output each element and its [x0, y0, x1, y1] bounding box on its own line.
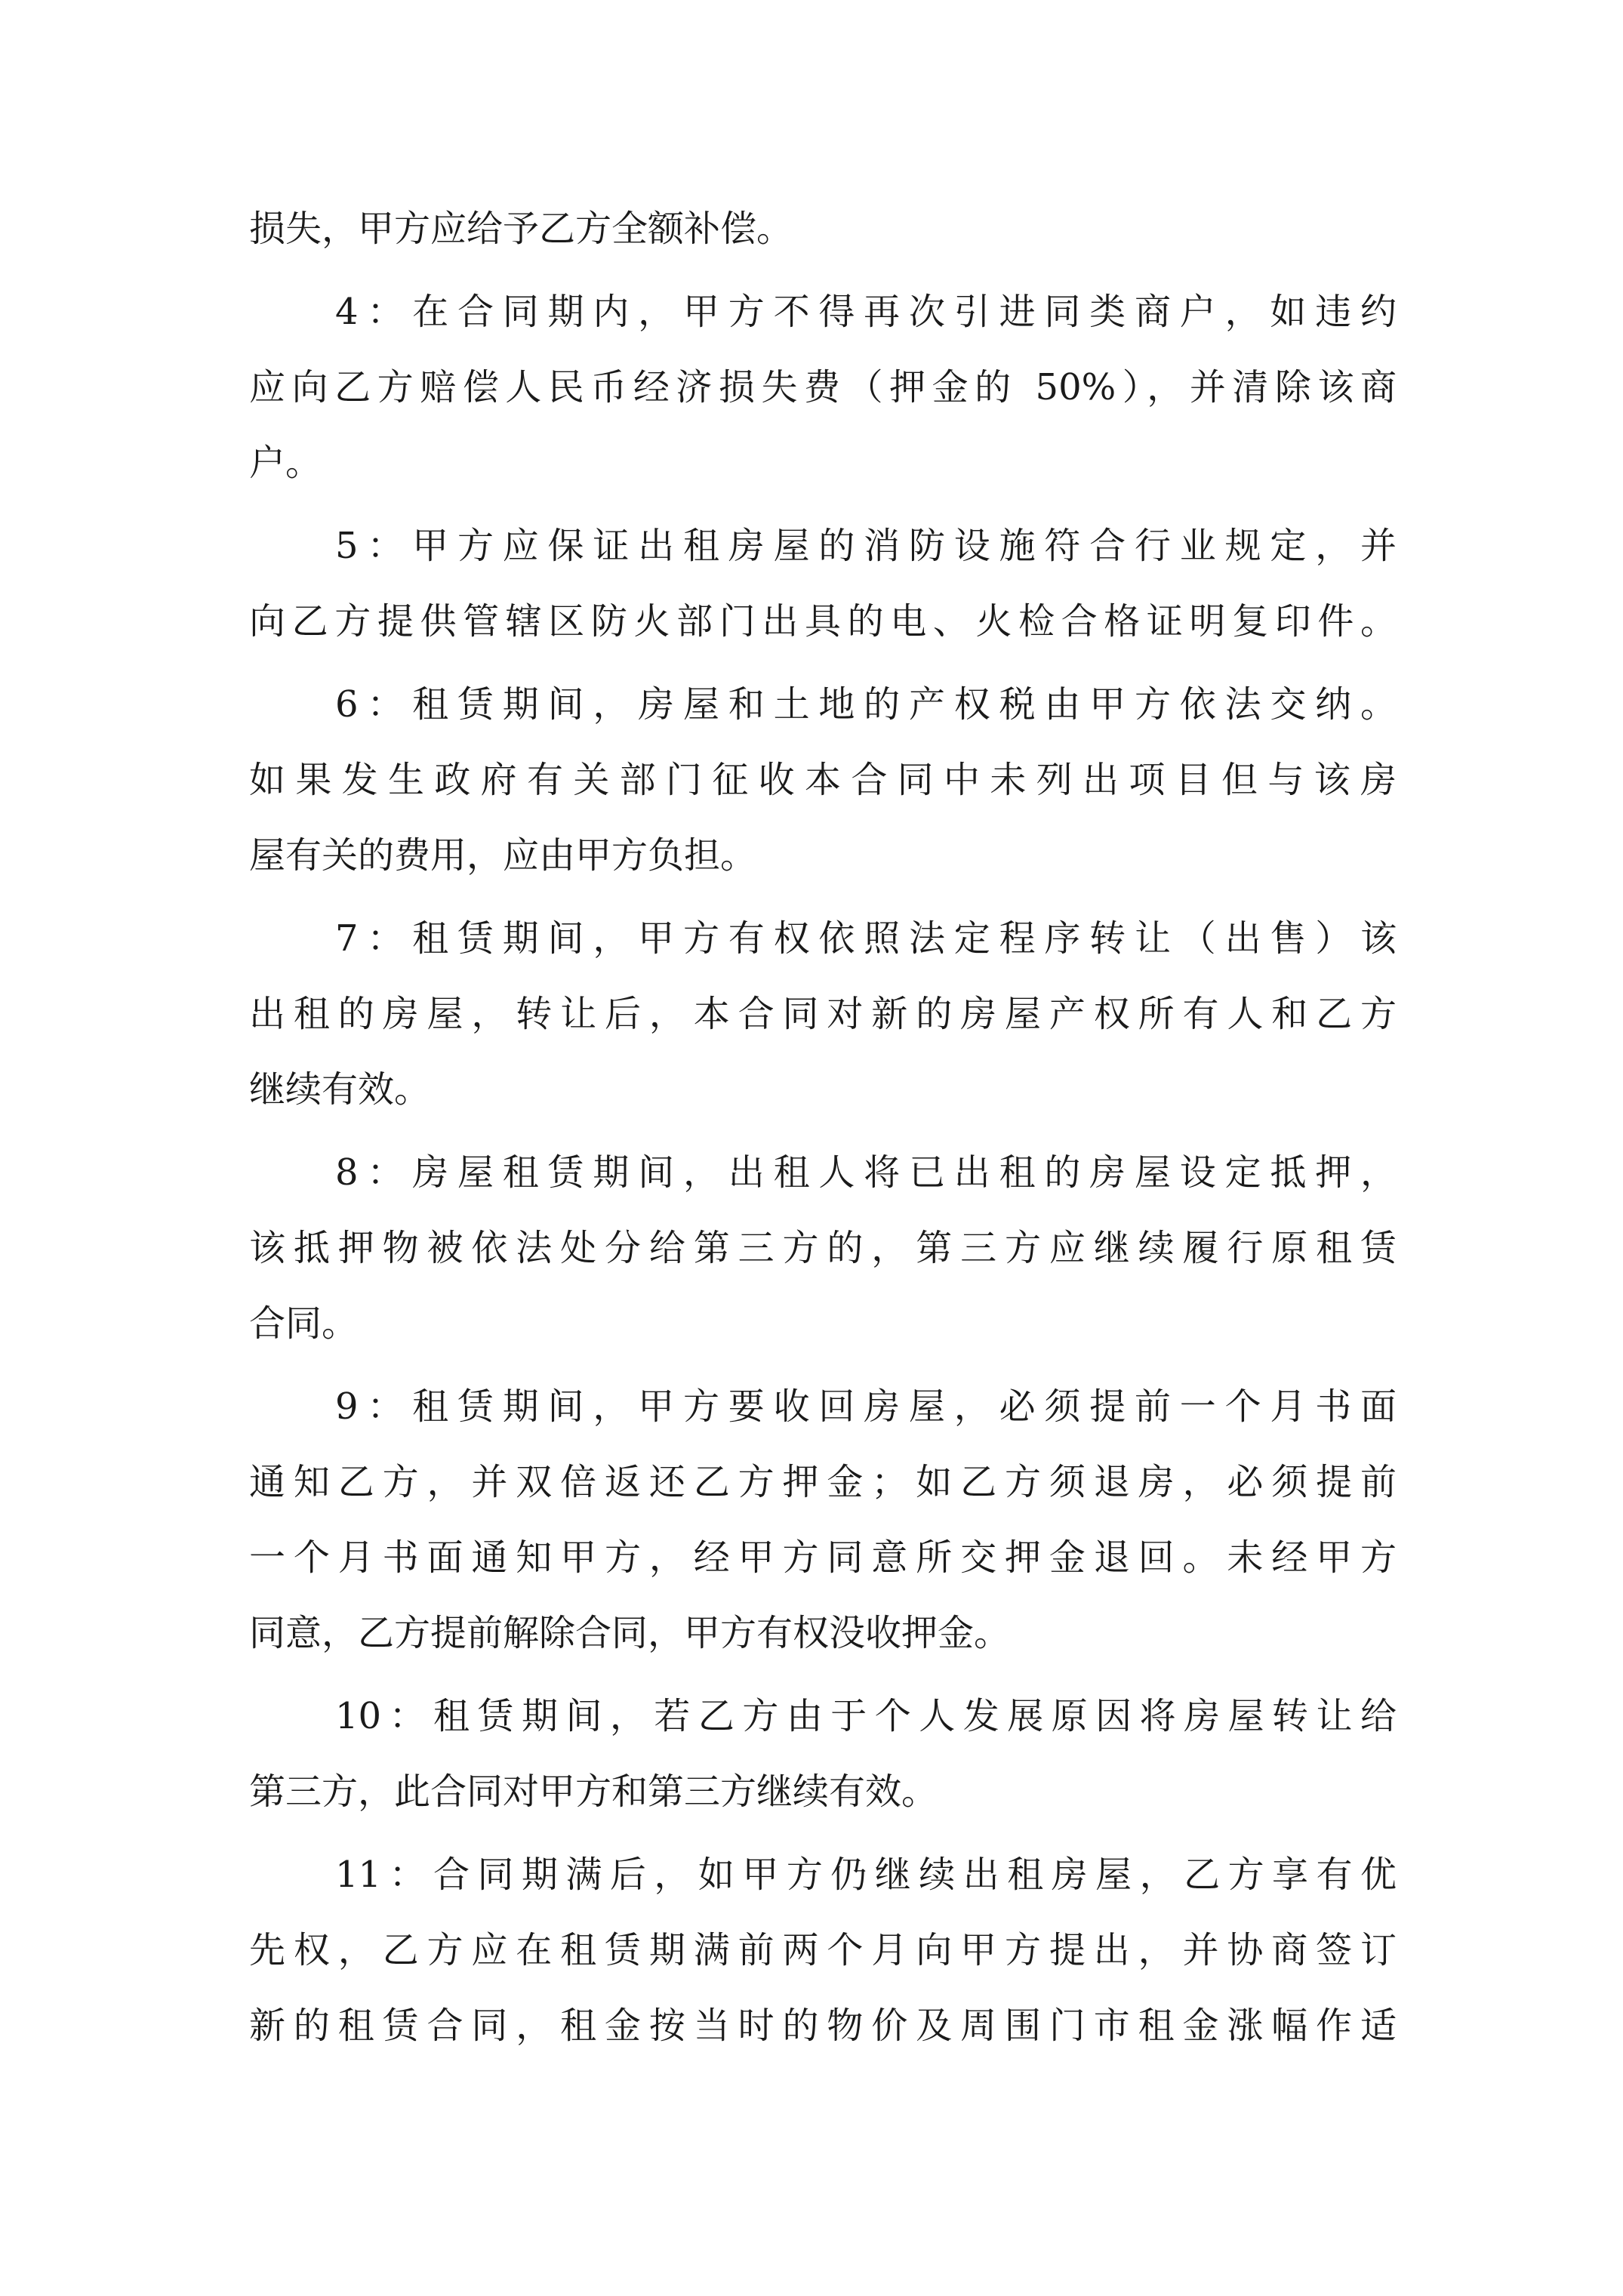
text-line: 新的租赁合同，租金按当时的物价及周围门市租金涨幅作适: [249, 2005, 1397, 2047]
text-line: 向乙方提供管辖区防火部门出具的电、火检合格证明复印件。: [249, 600, 1397, 643]
text-line: 同意，乙方提前解除合同，甲方有权没收押金。: [249, 1612, 1011, 1654]
text-line: 损失，甲方应给予乙方全额补偿。: [249, 208, 793, 250]
text-line: 户。: [249, 442, 322, 484]
text-line: 9：租赁期间，甲方要收回房屋，必须提前一个月书面: [335, 1385, 1397, 1428]
text-line: 应向乙方赔偿人民币经济损失费（押金的 50%），并清除该商: [249, 366, 1397, 408]
text-line: 11：合同期满后，如甲方仍继续出租房屋，乙方享有优: [335, 1854, 1397, 1896]
text-line: 7：租赁期间，甲方有权依照法定程序转让（出售）该: [335, 917, 1397, 960]
text-line: 6：租赁期间，房屋和土地的产权税由甲方依法交纳。: [335, 683, 1397, 726]
text-line: 一个月书面通知甲方，经甲方同意所交押金退回。未经甲方: [249, 1536, 1397, 1579]
text-line: 合同。: [249, 1302, 359, 1345]
text-line: 屋有关的费用，应由甲方负担。: [249, 834, 757, 877]
text-line: 先权，乙方应在租赁期满前两个月向甲方提出，并协商签订: [249, 1929, 1397, 1971]
text-line: 5：甲方应保证出租房屋的消防设施符合行业规定，并: [335, 525, 1397, 567]
text-line: 通知乙方，并双倍返还乙方押金；如乙方须退房，必须提前: [249, 1461, 1397, 1503]
text-line: 该抵押物被依法处分给第三方的，第三方应继续履行原租赁: [249, 1227, 1397, 1269]
text-line: 4：在合同期内，甲方不得再次引进同类商户，如违约: [335, 291, 1397, 333]
text-line: 第三方，此合同对甲方和第三方继续有效。: [249, 1771, 938, 1813]
text-line: 出租的房屋，转让后，本合同对新的房屋产权所有人和乙方: [249, 993, 1397, 1035]
text-line: 继续有效。: [249, 1068, 431, 1111]
text-line: 8：房屋租赁期间，出租人将已出租的房屋设定抵押，: [335, 1151, 1397, 1194]
text-line: 如果发生政府有关部门征收本合同中未列出项目但与该房: [249, 759, 1397, 801]
text-line: 10：租赁期间，若乙方由于个人发展原因将房屋转让给: [335, 1695, 1397, 1737]
